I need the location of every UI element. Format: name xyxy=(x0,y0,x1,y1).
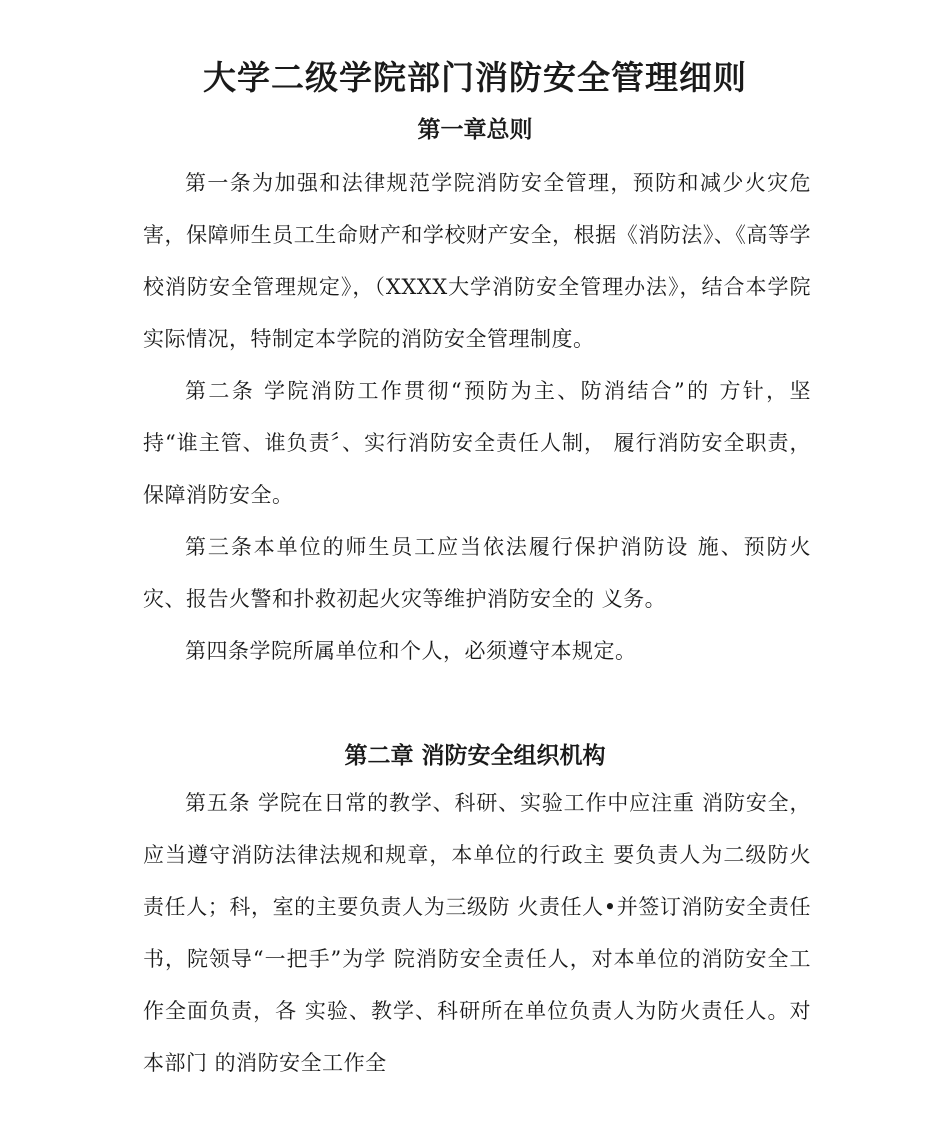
article-1-paragraph: 第一条为加强和法律规范学院消防安全管理，预防和减少火灾危害，保障师生员工生命财产和学校财产安全，根据《消防法》、《高等学校消防安全管理规定》，（XXXX大学消防安全管理办法》，结合本学院实际情况，特制定本学院的消防安全管理制度。 xyxy=(143,171,811,351)
article-2-paragraph: 第二条 学院消防工作贯彻“预防为主、防消结合”的 方针，坚持“谁主管、谁负责〞、实行消防安全责任人制， 履行消防安全职责，保障消防安全。 xyxy=(143,379,811,507)
article-3-paragraph: 第三条本单位的师生员工应当依法履行保护消防设 施、预防火灾、报告火警和扑救初起火灾等维护消防安全的 义务。 xyxy=(143,535,811,611)
chapter-1-heading: 第一章总则 xyxy=(417,117,533,143)
chapter-2-body xyxy=(143,777,811,1089)
document-title: 大学二级学院部门消防安全管理细则 xyxy=(203,58,747,97)
chapter-2-heading: 第二章 消防安全组织机构 xyxy=(344,743,606,769)
chapter-1-body xyxy=(143,157,811,677)
article-4-paragraph: 第四条学院所属单位和个人，必须遵守本规定。 xyxy=(185,639,637,663)
article-5-paragraph: 第五条 学院在日常的教学、科研、实验工作中应注重 消防安全，应当遵守消防法律法规和规章，本单位的行政主 要负责人为二级防火责任人；科，室的主要负责人为三级防 火责任人•并签订消防安全责任书，院领导“一把手”为学 院消防安全责任人，对本单位的消防安全工作全面负责，各 实验、教学、科研所在单位负责人为防火责任人。对本部门 的消防安全工作全 xyxy=(143,791,811,1075)
